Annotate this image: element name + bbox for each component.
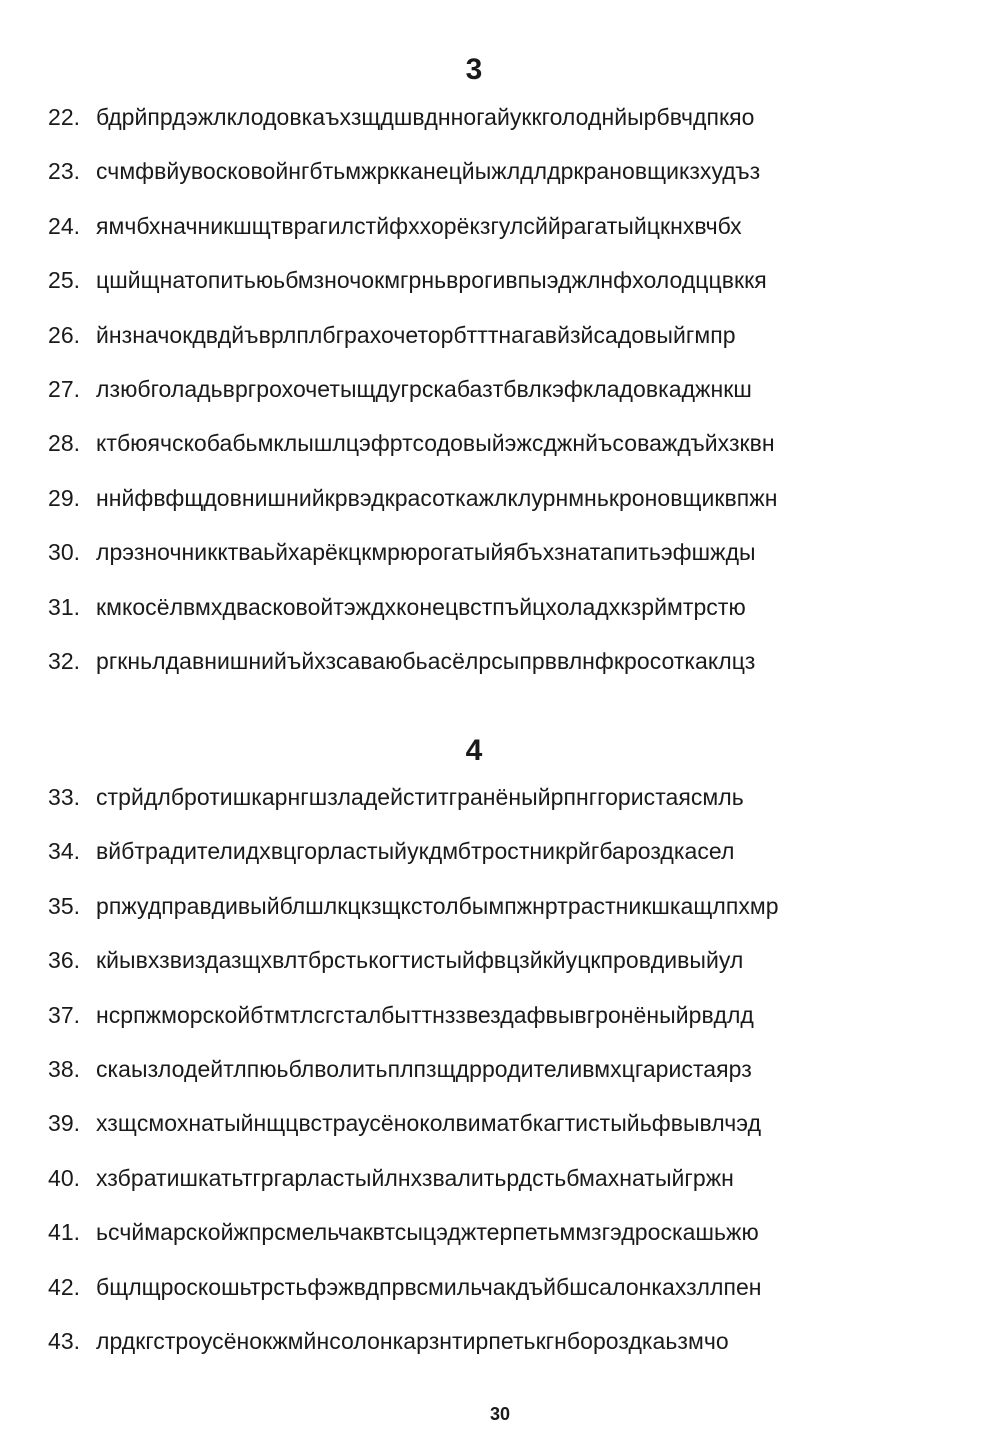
row-number: 26. — [48, 321, 81, 348]
row-number: 41. — [48, 1219, 81, 1246]
row-number: 27. — [48, 375, 81, 402]
row-letters: лрэзночникктваьйхарёкцкмрюрогатыйябъхзнатапитьэфшжды — [96, 539, 756, 566]
row-number: 34. — [48, 838, 81, 865]
row-letters: йнзначокдвдйъврлплбграхочеторбтттнагавйзйсадовыйгмпр — [96, 321, 736, 348]
row-letters: бдрйпрдэжлклодовкаъхзщдшвднногайуккголоднйырбвчдпкяо — [96, 104, 755, 130]
row-letters: кмкосёлвмхдвасковойтэждхконецвстпъйцхоладхкзрймтрстю — [96, 593, 746, 620]
letter-row — [48, 213, 968, 267]
row-number: 39. — [48, 1110, 81, 1137]
row-number: 22. — [48, 104, 81, 130]
row-letters: нсрпжморскойбтмтлсгсталбыттнззвездафвывгронёныйрвдлд — [96, 1001, 754, 1028]
row-letters: лзюбголадьвргрохочетыщдугрскабазтбвлкэфкладовкаджнкш — [96, 375, 752, 402]
row-letters: лрдкгстроусёнокжмйнсолонкарзнтирпетькгнбороздкаьзмчо — [96, 1327, 729, 1354]
letter-row — [48, 322, 968, 376]
letter-row — [48, 1002, 968, 1056]
letter-row — [48, 594, 968, 648]
letter-row — [48, 1328, 968, 1382]
row-number: 25. — [48, 267, 81, 294]
row-letters: счмфвйувосковойнгбтьмжркканецйыжлдлдркрановщикзхудъз — [96, 158, 761, 185]
letter-row — [48, 947, 968, 1001]
letter-row — [48, 158, 968, 212]
row-letters: ьсчймарскойжпрсмельчаквтсыцэджтерпетьммзгэдроскашьжю — [96, 1219, 759, 1246]
row-number: 29. — [48, 484, 81, 511]
letter-rows-list — [48, 784, 968, 1382]
row-letters: ктбюячскобабьмклышлцэфртсодовыйэжсджнйъсоваждъйхзквн — [96, 430, 775, 457]
letter-row — [48, 430, 968, 484]
row-letters: хзбратишкатьтгргарластыйлнхзвалитьрдстьбмахнатыйгржн — [96, 1164, 734, 1191]
letter-row — [48, 1110, 968, 1164]
row-number: 31. — [48, 593, 81, 620]
row-number: 38. — [48, 1055, 81, 1082]
letter-row — [48, 1056, 968, 1110]
letter-row — [48, 104, 968, 158]
letter-rows-list — [48, 104, 968, 702]
row-letters: бщлщроскошьтрстьфэжвдпрвсмильчакдъйбшсалонкахзллпен — [96, 1273, 762, 1300]
letter-row — [48, 1165, 968, 1219]
row-letters: скаызлодейтлпюьблволитьплпзщдрродителивмхцгаристаярз — [96, 1055, 752, 1082]
letter-row — [48, 1219, 968, 1273]
row-number: 23. — [48, 158, 81, 185]
row-number: 36. — [48, 947, 81, 974]
row-number: 30. — [48, 539, 81, 566]
letter-row — [48, 1274, 968, 1328]
letter-row — [48, 648, 968, 702]
letter-row — [48, 784, 968, 838]
page-number: 30 — [489, 1404, 511, 1424]
row-letters: хзщсмохнатыйнщцвстраусёноколвиматбкагтистыйьфвывлчэд — [96, 1110, 762, 1137]
row-number: 42. — [48, 1273, 81, 1300]
row-number: 43. — [48, 1327, 81, 1354]
letter-row — [48, 267, 968, 321]
letter-row — [48, 376, 968, 430]
row-number: 33. — [48, 784, 81, 810]
row-letters: цшйщнатопитьюьбмзночокмгрньврогивпыэджлнфхолодццвккя — [96, 267, 767, 294]
row-letters: вйбтрадителидхвцгорластыйукдмбтростникрйгбароздкасел — [96, 838, 735, 865]
row-number: 37. — [48, 1001, 81, 1028]
row-number: 40. — [48, 1164, 81, 1191]
row-letters: стрйдлбротишкарнгшзладейститгранёныйрпнггористаясмль — [96, 784, 744, 810]
letter-row — [48, 838, 968, 892]
row-number: 28. — [48, 430, 81, 457]
section-title: 3 — [465, 53, 483, 86]
row-number: 32. — [48, 647, 81, 674]
letter-row — [48, 893, 968, 947]
section-title: 4 — [465, 734, 483, 767]
letter-row — [48, 485, 968, 539]
row-letters: ннйфвфщдовнишнийкрвэдкрасоткажлклурнмнькроновщиквпжн — [96, 484, 778, 511]
row-letters: ямчбхначникшщтврагилстйфххорёкзгулсййрагатыйцкнхвчбх — [96, 212, 742, 239]
row-number: 35. — [48, 892, 81, 919]
row-letters: ргкньлдавнишнийъйхзсаваюбьасёлрсыпрввлнфкросоткаклцз — [96, 647, 756, 674]
letter-row — [48, 539, 968, 593]
row-letters: рпжудправдивыйблшлкцкзщкстолбымпжнртрастникшкащлпхмр — [96, 892, 779, 919]
row-number: 24. — [48, 212, 81, 239]
row-letters: кйывхзвиздазщхвлтбрстькогтистыйфвцзйкйуцкпровдивыйул — [96, 947, 744, 974]
